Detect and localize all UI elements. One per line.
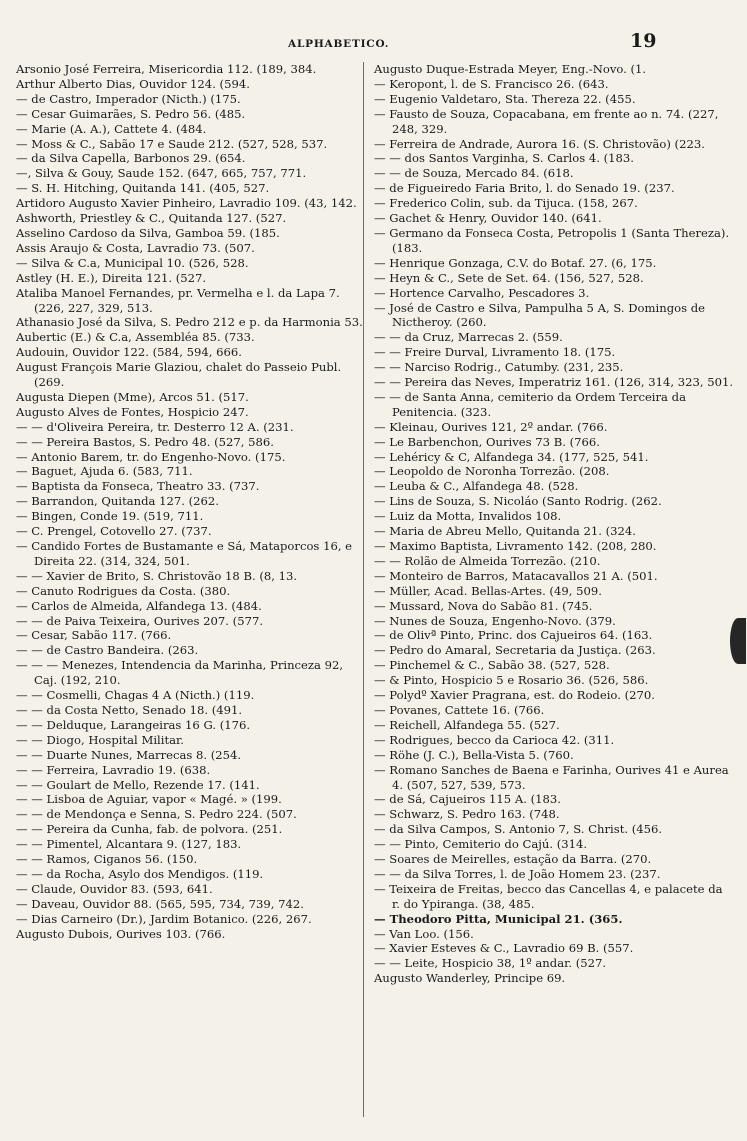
directory-entry: — Mussard, Nova do Sabão 81. (745. [374,598,593,613]
directory-entry: — — Rolão de Almeida Torrezão. (210. [374,553,601,568]
directory-entry: Augusto Wanderley, Principe 69. [374,971,566,986]
directory-entry: — Bingen, Conde 19. (519, 711. [16,509,204,524]
directory-entry: — Marie (A. A.), Cattete 4. (484. [16,121,207,136]
directory-entry: — Cesar, Sabão 117. (766. [16,628,172,643]
directory-entry: — Henrique Gonzaga, C.V. do Botaf. 27. (6, 175. [374,255,657,270]
directory-entry: — — Narciso Rodrig., Catumby. (231, 235. [374,360,624,375]
directory-entry: — Romano Sanches de Baena e Farinha, Ourives 41 e Aurea 4. (507, 527, 539, 573. [374,762,729,792]
directory-entry: — José de Castro e Silva, Pampulha 5 A, S. Domingos de Nictheroy. (260. [374,300,706,330]
column-divider [363,62,364,1117]
directory-entry: — — — Menezes, Intendencia da Marinha, Princeza 92, Caj. (192, 210. [16,658,344,688]
directory-entry: — Leopoldo de Noronha Torrezão. (208. [374,464,610,479]
directory-entry: — de Castro, Imperador (Nicth.) (175. [16,91,241,106]
directory-entry: — — Lisboa de Aguiar, vapor « Magé. » (199. [16,792,282,807]
directory-entry: — Maximo Baptista, Livramento 142. (208, 280. [374,539,657,553]
directory-entry: — Luiz da Motta, Invalidos 108. [374,509,562,524]
directory-entry: Assis Araujo & Costa, Lavradio 73. (507. [16,240,255,255]
directory-entry: — Hortence Carvalho, Pescadores 3. [374,285,590,300]
directory-entry: — Keropont, l. de S. Francisco 26. (643. [374,76,609,91]
directory-entry: — Baguet, Ajuda 6. (583, 711. [16,464,193,479]
directory-entry: Asselino Cardoso da Silva, Gamboa 59. (185. [16,225,280,240]
directory-entry: — — Freire Durval, Livramento 18. (175. [374,345,616,360]
directory-entry: — Maria de Abreu Mello, Quitanda 21. (324. [374,524,636,539]
directory-entry: Augusto Duque-Estrada Meyer, Eng.-Novo. (1. [374,62,647,76]
directory-entry: — Eugenio Valdetaro, Sta. Thereza 22. (455. [374,91,636,106]
directory-entry: — — Goulart de Mello, Rezende 17. (141. [16,777,260,792]
directory-entry: — Monteiro de Barros, Matacavallos 21 A. (501. [374,568,658,583]
directory-entry: — de Sá, Cajueiros 115 A. (183. [374,792,561,807]
directory-entry: — Lehéricy & C, Alfandega 34. (177, 525, 541. [374,449,649,464]
directory-entry: — Canuto Rodrigues da Costa. (380. [16,583,231,598]
directory-entry: — Lins de Souza, S. Nicoláo (Santo Rodrig. (262. [374,494,662,509]
directory-entry: — da Silva Capella, Barbonos 29. (654. [16,151,246,166]
directory-entry: — — da Costa Netto, Senado 18. (491. [16,702,243,717]
directory-entry: — Kleinau, Ourives 121, 2º andar. (766. [374,419,608,434]
directory-entry: — Cesar Guimarães, S. Pedro 56. (485. [16,106,246,121]
directory-entry: — Polydº Xavier Pragrana, est. do Rodeio. (270. [374,688,655,703]
directory-entry: — de Olivª Pinto, Princ. dos Cajueiros 64. (163. [374,628,653,643]
directory-entry: — Röhe (J. C.), Bella-Vista 5. (760. [374,747,574,762]
directory-entry: — — Pereira das Neves, Imperatriz 161. (126, 314, 323, 501. [374,375,734,390]
directory-entry: — C. Prengel, Cotovello 27. (737. [16,524,212,539]
directory-entry: — Silva & C.a, Municipal 10. (526, 528. [16,255,249,270]
right-column [374,62,734,986]
directory-entry: — — Ferreira, Lavradio 19. (638. [16,762,211,777]
directory-entry: — Frederico Colin, sub. da Tijuca. (158, 267. [374,196,638,211]
directory-entry: — Candido Fortes de Bustamante e Sá, Mataporcos 16, e Direita 22. (314, 324, 501. [16,539,353,568]
directory-entry: Arsonio José Ferreira, Misericordia 112. (189, 384. [16,62,317,76]
directory-entry: — — da Rocha, Asylo dos Mendigos. (119. [16,866,264,881]
directory-entry: Audouin, Ouvidor 122. (584, 594, 666. [16,345,242,360]
directory-entry: Ashworth, Priestley & C., Quitanda 127. (527. [16,211,287,226]
directory-entry: — Antonio Barem, tr. do Engenho-Novo. (175. [16,449,286,464]
page-edge-ink-mark [730,618,746,664]
directory-entry: — & Pinto, Hospicio 5 e Rosario 36. (526, 586. [374,673,649,688]
directory-entry: — Xavier Esteves & C., Lavradio 69 B. (557. [374,941,634,956]
directory-entry: Astley (H. E.), Direita 121. (527. [16,270,207,285]
directory-entry: — — de Souza, Mercado 84. (618. [374,166,574,181]
left-column [16,62,366,941]
directory-entry: — Nunes de Souza, Engenho-Novo. (379. [374,613,616,628]
directory-entry: — Reichell, Alfandega 55. (527. [374,717,560,732]
directory-entry: — — de Mendonça e Senna, S. Pedro 224. (507. [16,807,297,822]
directory-entry: — — Pimentel, Alcantara 9. (127, 183. [16,837,242,852]
directory-entry: — — Diogo, Hospital Militar. [16,732,184,747]
directory-entry: — Le Barbenchon, Ourives 73 B. (766. [374,434,600,449]
directory-entry: — Baptista da Fonseca, Theatro 33. (737. [16,479,260,494]
directory-entry: — Dias Carneiro (Dr.), Jardim Botanico. (226, 267. [16,911,312,926]
directory-entry: — — Xavier de Brito, S. Christovão 18 B. (8, 13. [16,568,298,583]
directory-entry: — — de Santa Anna, cemiterio da Ordem Terceira da Penitencia. (323. [374,389,686,419]
directory-entry: — — d'Oliveira Pereira, tr. Desterro 12 A. (231. [16,419,294,434]
directory-entry: — de Figueiredo Faria Brito, l. do Senado 19. (237. [374,181,675,196]
directory-entry: — — Pereira Bastos, S. Pedro 48. (527, 586. [16,434,274,449]
directory-entry: Augusta Diepen (Mme), Arcos 51. (517. [16,389,249,404]
directory-entry: — Gachet & Henry, Ouvidor 140. (641. [374,211,602,226]
directory-entry: Augusto Dubois, Ourives 103. (766. [16,926,226,941]
directory-entry: — — da Cruz, Marrecas 2. (559. [374,330,563,345]
directory-entry: — — Cosmelli, Chagas 4 A (Nicth.) (119. [16,688,255,703]
directory-entry: — Theodoro Pitta, Municipal 21. (365. [374,911,623,926]
running-title: ALPHABETICO. [288,38,390,50]
directory-entry: — Moss & C., Sabão 17 e Saude 212. (527, 528, 537. [16,136,328,151]
directory-entry: Artidoro Augusto Xavier Pinheiro, Lavradio 109. (43, 142. [16,196,357,211]
directory-entry: — Pedro do Amaral, Secretaria da Justiça. (263. [374,643,656,658]
directory-entry: Ataliba Manoel Fernandes, pr. Vermelha e l. da Lapa 7. (226, 227, 329, 513. [16,285,340,315]
directory-entry: — Povanes, Cattete 16. (766. [374,702,545,717]
directory-entry: — Müller, Acad. Bellas-Artes. (49, 509. [374,583,602,598]
directory-entry: — — Delduque, Larangeiras 16 G. (176. [16,717,251,732]
directory-entry: — — da Silva Torres, l. de João Homem 23. (237. [374,866,661,881]
directory-entry: Aubertic (E.) & C.a, Assembléa 85. (733. [16,330,255,345]
directory-entry: — — Duarte Nunes, Marrecas 8. (254. [16,747,242,762]
directory-entry: — Soares de Meirelles, estação da Barra. (270. [374,852,652,867]
directory-entry: — Germano da Fonseca Costa, Petropolis 1 (Santa Thereza). (183. [374,225,730,255]
directory-entry: — S. H. Hitching, Quitanda 141. (405, 527. [16,181,270,196]
directory-entry: — Van Loo. (156. [374,926,474,941]
directory-entry: — Leuba & C., Alfandega 48. (528. [374,479,579,494]
directory-entry: — Barrandon, Quitanda 127. (262. [16,494,219,509]
directory-entry: — — de Paiva Teixeira, Ourives 207. (577. [16,613,264,628]
directory-entry: — Daveau, Ouvidor 88. (565, 595, 734, 739, 742. [16,896,304,911]
directory-entry: — — Pereira da Cunha, fab. de polvora. (251. [16,822,283,837]
directory-entry: — Pinchemel & C., Sabão 38. (527, 528. [374,658,610,673]
directory-entry: — Carlos de Almeida, Alfandega 13. (484. [16,598,262,613]
directory-entry: —, Silva & Gouy, Saude 152. (647, 665, 757, 771. [16,166,307,181]
directory-entry: — — Ramos, Ciganos 56. (150. [16,852,198,867]
page-number: 19 [630,30,657,52]
directory-entry: — Claude, Ouvidor 83. (593, 641. [16,881,213,896]
directory-entry: August François Marie Glaziou, chalet do Passeio Publ. (269. [16,360,342,390]
directory-entry: — Heyn & C., Sete de Set. 64. (156, 527, 528. [374,270,644,285]
directory-entry: — — Pinto, Cemiterio do Cajú. (314. [374,837,588,852]
directory-entry: — Schwarz, S. Pedro 163. (748. [374,807,560,822]
directory-entry: — Ferreira de Andrade, Aurora 16. (S. Christovão) (223. [374,136,705,151]
directory-entry: Athanasio José da Silva, S. Pedro 212 e p. da Harmonia 53. [16,315,363,330]
directory-entry: Arthur Alberto Dias, Ouvidor 124. (594. [16,76,250,91]
directory-entry: — — de Castro Bandeira. (263. [16,643,199,658]
directory-entry: Augusto Alves de Fontes, Hospicio 247. [16,404,249,419]
directory-entry: — — dos Santos Varginha, S. Carlos 4. (183. [374,151,634,166]
directory-entry: — da Silva Campos, S. Antonio 7, S. Christ. (456. [374,822,663,837]
page-header [0,32,747,56]
directory-entry: — Rodrigues, becco da Carioca 42. (311. [374,732,615,747]
directory-entry: — Teixeira de Freitas, becco das Cancellas 4, e palacete da r. do Ypiranga. (38, 485. [374,881,723,911]
directory-entry: — Fausto de Souza, Copacabana, em frente ao n. 74. (227, 248, 329. [374,106,719,136]
directory-entry: — — Leite, Hospicio 38, 1º andar. (527. [374,956,607,971]
